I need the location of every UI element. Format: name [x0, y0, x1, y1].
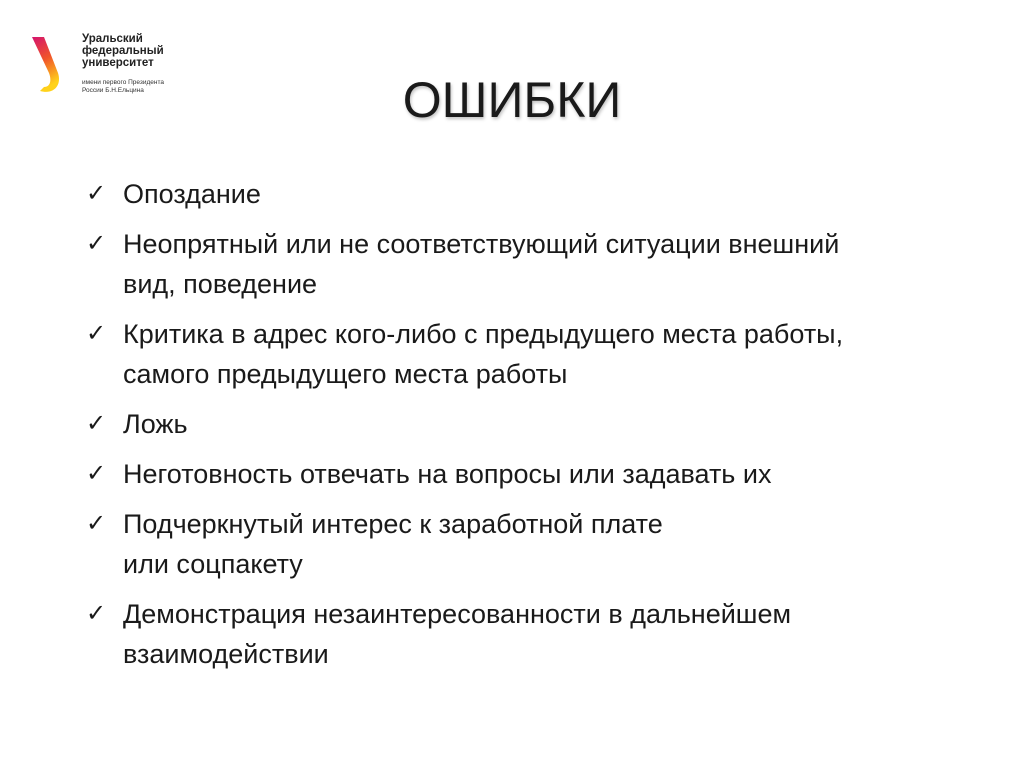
logo-sub-line: России Б.Н.Ельцина: [82, 87, 144, 94]
logo-name-line: университет: [82, 57, 154, 69]
list-item-text: Неопрятный или не соответствующий ситуации внешний: [123, 229, 840, 259]
list-item-text: вид, поведение: [123, 269, 318, 299]
list-item-text: взаимодействии: [123, 639, 329, 669]
list-item-text: Неготовность отвечать на вопросы или задавать их: [123, 459, 772, 489]
logo-sub-line: имени первого Президента: [82, 79, 165, 86]
bullet-list: [86, 174, 843, 684]
list-item-text: Демонстрация незаинтересованности в дальнейшем: [123, 599, 792, 629]
list-item: [86, 454, 843, 494]
list-item-text: самого предыдущего места работы: [123, 359, 568, 389]
checkmark-icon: ✓: [86, 460, 107, 487]
checkmark-icon: ✓: [86, 180, 107, 207]
list-item-text: Подчеркнутый интерес к заработной плате: [123, 509, 663, 539]
list-item: [86, 404, 843, 444]
checkmark-icon: ✓: [86, 510, 107, 537]
list-item: [86, 314, 843, 394]
list-item-text: или соцпакету: [123, 549, 303, 579]
checkmark-icon: ✓: [86, 320, 107, 347]
list-item: [86, 594, 843, 674]
list-item: [86, 224, 843, 304]
list-item-text: Критика в адрес кого-либо с предыдущего места работы,: [123, 319, 844, 349]
checkmark-icon: ✓: [86, 600, 107, 627]
list-item: [86, 174, 843, 214]
logo-name-line: федеральный: [82, 45, 164, 57]
logo-name-line: Уральский: [82, 33, 143, 45]
checkmark-icon: ✓: [86, 230, 107, 257]
checkmark-icon: ✓: [86, 410, 107, 437]
list-item-text: Опоздание: [123, 179, 261, 209]
list-item-text: Ложь: [123, 409, 188, 439]
slide-title: ОШИБКИ: [402, 72, 622, 128]
list-item: [86, 504, 843, 584]
